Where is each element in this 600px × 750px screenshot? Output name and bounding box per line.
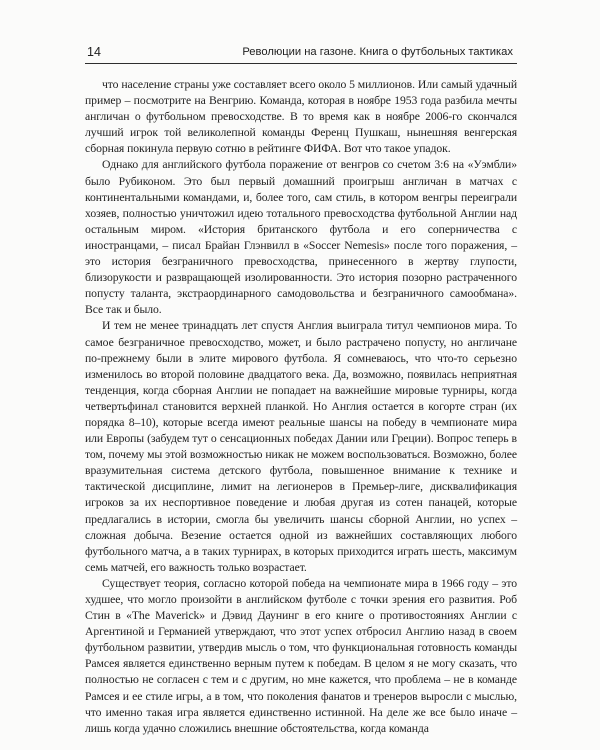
paragraph: что население страны уже составляет всего около 5 миллионов. Или самый удачный пример – посмотрите на Венгрию. Команда, которая в ноябре 1953 года разбила мечты англичан о футбольном превосходстве. В то время как в ноябре 2006-го скончался лучший игрок той великолепной команды Ференц Пушкаш, нынешняя венгерская сборная покинула первую сотню в рейтинге ФИФА. Вот что такое упадок. [85,78,517,156]
running-title: Революции на газоне. Книга о футбольных тактиках [242,46,513,58]
paragraph: Существует теория, согласно которой победа на чемпионате мира в 1966 году – это худшее, что могло произойти в английском футболе с точки зрения его развития. Роб Стин в «The Maverick» и Дэвид Даунинг в его книге о противостояниях Англии с Аргентиной и Германией утверждают, что этот успех отбросил Англию назад в своем футбольном развитии, утвердив мысль о том, что функциональная готовность команды Рамсея является единственно верным путем к победам. В целом я не могу сказать, что полностью не согласен с тем и с другим, но мне кажется, что проблема – не в команде Рамсея и ее стиле игры, а в том, что поколения фанатов и тренеров выросли с мыслью, что именно такая игра является единственно истинной. На деле же все было иначе – лишь когда удачно сложились внешние обстоятельства, когда команда [85,576,517,735]
paragraph: И тем не менее тринадцать лет спустя Англия выиграла титул чемпионов мира. То самое безграничное превосходство, может, и было растрачено попусту, но англичане по-прежнему были в элите мирового футбола. Я сомневаюсь, что что-то серьезно изменилось во второй половине двадцатого века. Да, возможно, появилась неприятная тенденция, когда сборная Англии не попадает на важнейшие мировые турниры, когда четвертьфинал становится верхней планкой. Но Англия остается в когорте стран (их порядка 8–10), которые всегда имеют реальные шансы на победу в чемпионате мира или Европы (забудем тут о сенсационных победах Дании или Греции). Вопрос теперь в том, почему мы этой возможностью никак не можем воспользоваться. Возможно, более вразумительная система детского футбола, повышенное внимание к технике и тактической дисциплине, лимит на легионеров в Премьер-лиге, дисквалификация игроков за их неспортивное поведение и любая другая из сотен панацей, которые предлагались в истории, смогла бы увеличить шансы сборной Англии, но успех – сложная добыча. Везение остается одной из важнейших составляющих любого футбольного матча, а в таких турнирах, в которых приходится играть шесть, максимум семь матчей, его важность только возрастает. [85,319,517,574]
page-header [85,43,517,64]
paragraph: Однако для английского футбола поражение от венгров со счетом 3:6 на «Уэмбли» было Рубиконом. Это был первый домашний проигрыш англичан в матчах с континентальными командами, и, более того, сам стиль, в котором венгры переиграли хозяев, полностью уничтожил идею тотального превосходства футбольной Англии над остальным миром. «История британского футбола и его соперничества с иностранцами, – писал Брайан Глэнвилл в «Soccer Nemesis» после того поражения, – это история безграничного превосходства, принесенного в жертву глупости, близорукости и развращающей изолированности. Это история позорно растраченного попусту таланта, экстраординарного самодовольства и безграничного самообмана». Все так и было. [85,158,517,317]
page-body [85,77,517,737]
page-number: 14 [87,45,101,59]
